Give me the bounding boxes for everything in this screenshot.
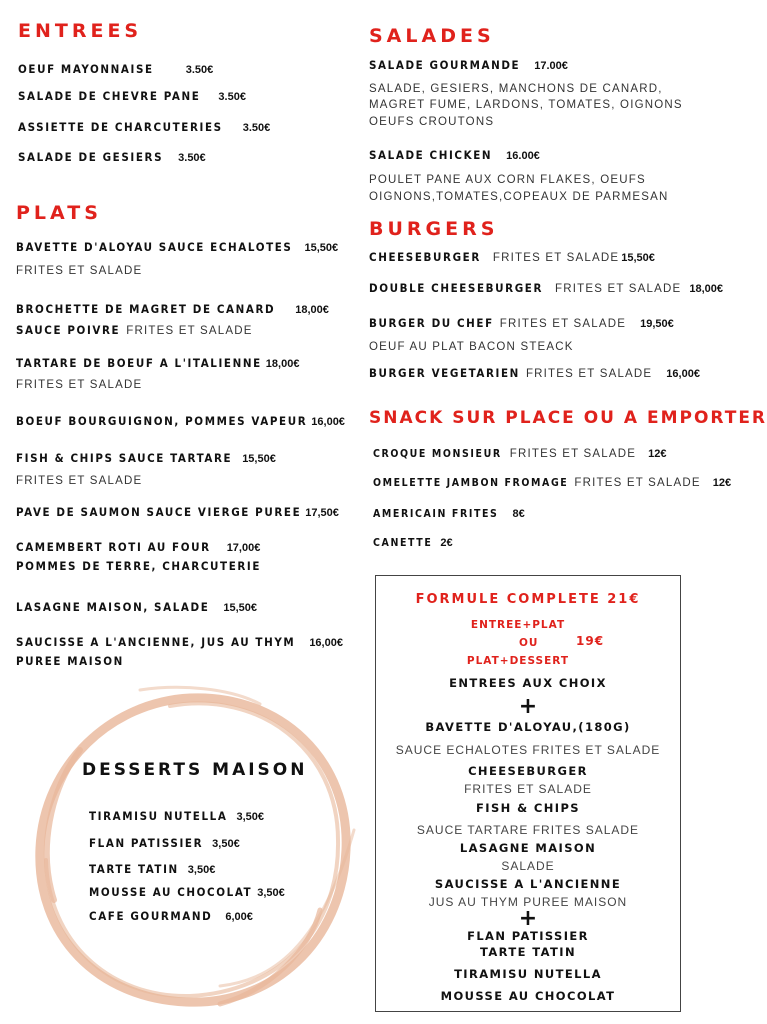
plat-item: TARTARE DE BOEUF A L'ITALIENNE 18,00€ — [16, 356, 300, 370]
burger-item: BURGER VEGETARIEN FRITES ET SALADE 16,00€ — [369, 366, 700, 380]
dessert-item: FLAN PATISSIER 3,50€ — [89, 836, 240, 850]
formule-plat-sub: JUS AU THYM PUREE MAISON — [428, 895, 628, 909]
snack-item: CROQUE MONSIEUR FRITES ET SALADE 12€ — [373, 448, 667, 460]
snack-item: AMERICAIN FRITES 8€ — [373, 508, 525, 520]
salade-desc: POULET PANE AUX CORN FLAKES, OEUFS — [369, 174, 646, 186]
salade-item: SALADE CHICKEN 16.00€ — [369, 148, 540, 162]
entree-item: ASSIETTE DE CHARCUTERIES 3.50€ — [18, 120, 271, 134]
dessert-item: CAFE GOURMAND 6,00€ — [89, 909, 253, 923]
entrees-heading: ENTREES — [18, 20, 143, 42]
snack-item: OMELETTE JAMBON FROMAGE FRITES ET SALADE 12€ — [373, 477, 732, 489]
salade-item: SALADE GOURMANDE 17.00€ — [369, 58, 568, 72]
burger-item: BURGER DU CHEF FRITES ET SALADE 19,50€ — [369, 316, 674, 330]
plat-item: CAMEMBERT ROTI AU FOUR 17,00€ — [16, 540, 261, 554]
burgers-heading: BURGERS — [369, 218, 499, 240]
formule-plat-sub: SAUCE TARTARE FRITES SALADE — [416, 823, 640, 837]
formule-plat-sub: SALADE — [501, 859, 555, 873]
formule-alt-price: 19€ — [576, 634, 605, 648]
burger-desc: OEUF AU PLAT BACON STEACK — [369, 341, 574, 353]
formule-plat: FISH & CHIPS — [476, 801, 580, 815]
formule-option-1: ENTREE+PLAT — [470, 619, 566, 631]
plat-item: BAVETTE D'ALOYAU SAUCE ECHALOTES 15,50€ — [16, 240, 339, 254]
burger-item: CHEESEBURGER FRITES ET SALADE 15,50€ — [369, 250, 655, 264]
entree-item: OEUF MAYONNAISE 3.50€ — [18, 62, 214, 76]
plat-sub: FRITES ET SALADE — [16, 475, 143, 487]
dessert-item: MOUSSE AU CHOCOLAT 3,50€ — [89, 885, 285, 899]
dessert-item: TARTE TATIN 3,50€ — [89, 862, 216, 876]
formule-dessert: TIRAMISU NUTELLA — [454, 967, 602, 981]
desserts-heading: DESSERTS MAISON — [82, 760, 308, 780]
formule-or: OU — [519, 637, 539, 649]
plat-sub: FRITES ET SALADE — [16, 379, 143, 391]
dessert-item: TIRAMISU NUTELLA 3,50€ — [89, 809, 264, 823]
plat-item-line2: POMMES DE TERRE, CHARCUTERIE — [16, 559, 262, 573]
salade-desc: OIGNONS,TOMATES,COPEAUX DE PARMESAN — [369, 191, 669, 203]
formule-plat: SAUCISSE A L'ANCIENNE — [434, 877, 622, 891]
entree-item: SALADE DE CHEVRE PANE 3.50€ — [18, 89, 246, 103]
plats-heading: PLATS — [16, 202, 102, 224]
formule-dessert: MOUSSE AU CHOCOLAT — [440, 989, 616, 1003]
formule-title: FORMULE COMPLETE 21€ — [415, 592, 641, 607]
plat-item: BROCHETTE DE MAGRET DE CANARD 18,00€ — [16, 302, 329, 316]
salade-desc: MAGRET FUME, LARDONS, TOMATES, OIGNONS — [369, 99, 683, 111]
formule-plat: LASAGNE MAISON — [459, 841, 597, 855]
plat-item: LASAGNE MAISON, SALADE 15,50€ — [16, 600, 258, 614]
formule-plat: BAVETTE D'ALOYAU,(180G) — [425, 720, 631, 734]
salades-heading: SALADES — [369, 25, 495, 47]
plat-item: PAVE DE SAUMON SAUCE VIERGE PUREE 17,50€ — [16, 505, 339, 519]
salade-desc: OEUFS CROUTONS — [369, 116, 495, 128]
formule-plat-sub: SAUCE ECHALOTES FRITES ET SALADE — [395, 743, 661, 757]
plat-item: BOEUF BOURGUIGNON, POMMES VAPEUR 16,00€ — [16, 414, 345, 428]
snack-item: CANETTE 2€ — [373, 537, 453, 549]
plus-icon: + — [518, 694, 538, 719]
formule-plat: CHEESEBURGER — [468, 764, 588, 778]
formule-plat-sub: FRITES ET SALADE — [464, 782, 592, 796]
entree-item: SALADE DE GESIERS 3.50€ — [18, 150, 206, 164]
snack-heading: SNACK SUR PLACE OU A EMPORTER — [369, 408, 767, 428]
plat-sub: FRITES ET SALADE — [16, 265, 143, 277]
plat-item: FISH & CHIPS SAUCE TARTARE 15,50€ — [16, 451, 276, 465]
formule-option-2: PLAT+DESSERT — [466, 655, 570, 667]
plus-icon: + — [518, 906, 538, 931]
formule-dessert: FLAN PATISSIER — [467, 929, 589, 943]
plat-item: SAUCISSE A L'ANCIENNE, JUS AU THYM 16,00€ — [16, 635, 343, 649]
plat-item-line2: PUREE MAISON — [16, 654, 124, 668]
formule-entrees: ENTREES AUX CHOIX — [449, 676, 607, 690]
plat-item-line2: SAUCE POIVRE FRITES ET SALADE — [16, 323, 253, 337]
formule-dessert: TARTE TATIN — [479, 945, 576, 959]
salade-desc: SALADE, GESIERS, MANCHONS DE CANARD, — [369, 83, 663, 95]
burger-item: DOUBLE CHEESEBURGER FRITES ET SALADE 18,00€ — [369, 281, 724, 295]
